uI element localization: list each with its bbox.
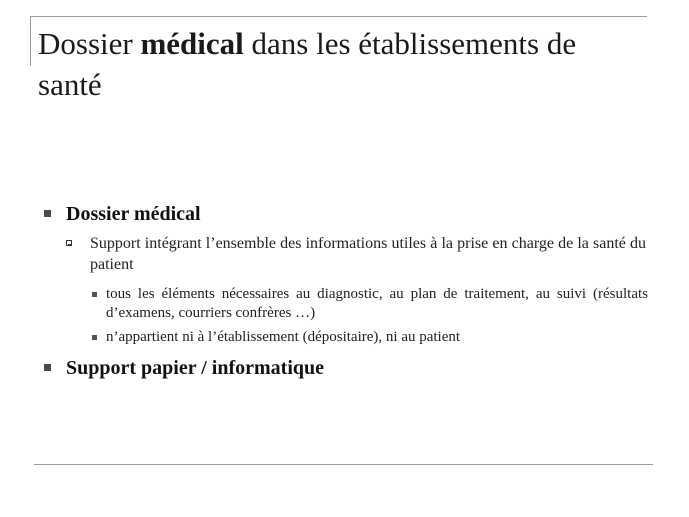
square-bullet-icon (44, 364, 51, 371)
list-item-text: n’appartient ni à l’établissement (dépositaire), ni au patient (106, 329, 461, 345)
small-square-bullet-icon (92, 292, 97, 297)
title-bold-word: médical (140, 26, 244, 61)
footer-divider (34, 464, 653, 465)
hollow-square-bullet-icon (66, 240, 72, 246)
sub-bullet-label: Support intégrant l’ensemble des informations utiles à la prise en charge de la santé du patient (90, 235, 646, 273)
small-square-bullet-icon (92, 335, 97, 340)
sub-bullet-support (66, 233, 646, 275)
list-item-appartient (92, 328, 648, 347)
list-item-text: tous les éléments nécessaires au diagnostic, au plan de traitement, au suivi (résultats d’examens, courriers confrères …) (106, 286, 648, 321)
list-item-elements (92, 285, 648, 323)
bullet-label: Dossier médical (66, 203, 201, 225)
title-prefix: Dossier (38, 26, 141, 61)
bullet-label: Support papier / informatique (66, 357, 324, 379)
title-suffix: dans les établissements de santé (38, 26, 577, 102)
square-bullet-icon (44, 210, 51, 217)
